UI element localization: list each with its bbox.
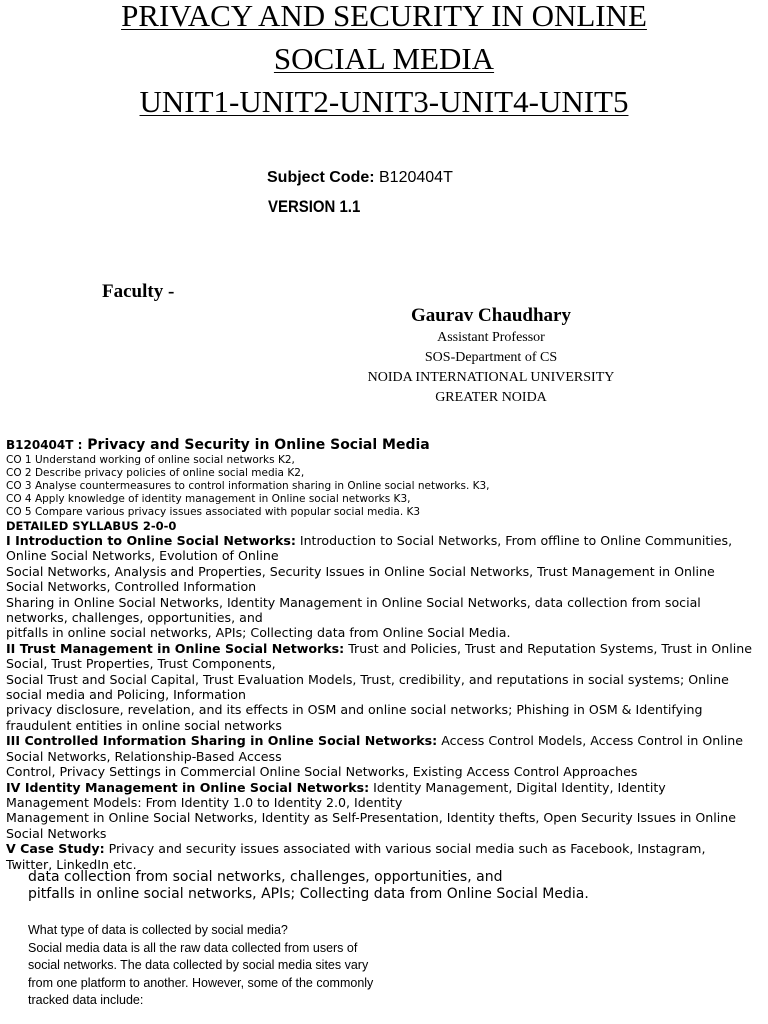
- course-outcome: CO 2 Describe privacy policies of online social media K2,: [6, 467, 305, 479]
- unit-text: privacy disclosure, revelation, and its effects in OSM and online social networks; Phishing in OSM & Identifying: [6, 702, 703, 718]
- excerpt-line: pitfalls in online social networks, APIs; Collecting data from Online Social Media.: [28, 886, 589, 902]
- question: What type of data is collected by social media?: [28, 923, 288, 937]
- unit-text: Twitter, LinkedIn etc.: [6, 856, 137, 872]
- unit-heading: II Trust Management in Online Social Networks:: [6, 640, 345, 656]
- title-line-1: PRIVACY AND SECURITY IN ONLINE: [121, 0, 647, 33]
- unit-text: pitfalls in online social networks, APIs; Collecting data from Online Social Media.: [6, 625, 511, 641]
- unit-text: Identity Management, Digital Identity, Identity: [369, 779, 666, 795]
- version-label: VERSION 1.1: [268, 197, 361, 216]
- unit-text: fraudulent entities in online social networks: [6, 717, 282, 733]
- title-line-3: UNIT1-UNIT2-UNIT3-UNIT4-UNIT5: [139, 84, 629, 119]
- unit-5: [6, 841, 768, 872]
- course-outcome: CO 1 Understand working of online social networks K2,: [6, 454, 295, 466]
- answer-line: social networks. The data collected by social media sites vary: [28, 958, 369, 973]
- faculty-department: SOS-Department of CS: [424, 350, 558, 365]
- unit-text: social media and Policing, Information: [6, 687, 246, 703]
- course-outcome: CO 5 Compare various privacy issues associated with popular social media. K3: [6, 506, 421, 518]
- unit-heading: III Controlled Information Sharing in Online Social Networks:: [6, 733, 438, 749]
- subject-code-label: Subject Code:: [267, 169, 375, 186]
- unit-text: Control, Privacy Settings in Commercial Online Social Networks, Existing Access Control Approaches: [6, 764, 638, 780]
- subject-code: [267, 168, 453, 188]
- title-line-2: SOCIAL MEDIA: [273, 41, 495, 76]
- faculty-info: [300, 304, 682, 408]
- unit-text: Social Networks, Analysis and Properties, Security Issues in Online Social Networks, Trust Management in Online: [6, 563, 715, 579]
- unit-text: Management Models: From Identity 1.0 to Identity 2.0, Identity: [6, 794, 403, 810]
- faculty-location: GREATER NOIDA: [435, 390, 547, 405]
- unit-2: [6, 641, 768, 733]
- unit-text: Sharing in Online Social Networks, Identity Management in Online Social Networks, data collection from social: [6, 594, 701, 610]
- answer-line: Social media data is all the raw data collected from users of: [28, 940, 358, 955]
- faculty-university: NOIDA INTERNATIONAL UNIVERSITY: [367, 370, 615, 385]
- syllabus-code: B120404T :: [6, 438, 83, 452]
- syllabus-title: [6, 436, 768, 454]
- excerpt-text: [28, 869, 768, 903]
- unit-3: [6, 733, 768, 779]
- course-outcome: CO 4 Apply knowledge of identity management in Online social networks K3,: [6, 493, 411, 505]
- unit-heading: IV Identity Management in Online Social Networks:: [6, 779, 370, 795]
- question-answer: [28, 922, 408, 1010]
- subject-code-value: B120404T: [374, 169, 453, 186]
- unit-text: Trust and Policies, Trust and Reputation Systems, Trust in Online: [344, 640, 753, 656]
- unit-text: Privacy and security issues associated with various social media such as Facebook, Instagram,: [104, 841, 706, 857]
- answer-line: tracked data include:: [28, 993, 144, 1008]
- syllabus-subject: Privacy and Security in Online Social Media: [82, 437, 430, 453]
- unit-text: Social Networks, Controlled Information: [6, 579, 257, 595]
- syllabus-section: [6, 436, 768, 872]
- unit-text: Introduction to Social Networks, From offline to Online Communities,: [295, 533, 733, 548]
- unit-text: Management in Online Social Networks, Identity as Self-Presentation, Identity thefts, Open Security Issues in Online: [6, 810, 736, 826]
- unit-text: networks, challenges, opportunities, and: [6, 610, 263, 626]
- unit-heading: V Case Study:: [6, 841, 105, 857]
- detailed-syllabus-heading: DETAILED SYLLABUS 2-0-0: [6, 519, 177, 533]
- faculty-designation: Assistant Professor: [437, 330, 545, 345]
- faculty-label: Faculty -: [102, 281, 175, 302]
- answer-line: from one platform to another. However, some of the commonly: [28, 975, 374, 990]
- unit-text: Social Networks, Relationship-Based Access: [6, 748, 282, 764]
- unit-heading: I Introduction to Online Social Networks:: [6, 533, 296, 548]
- unit-4: [6, 780, 768, 842]
- unit-1: [6, 533, 768, 641]
- faculty-name: Gaurav Chaudhary: [411, 305, 571, 326]
- unit-text: Access Control Models, Access Control in Online: [437, 733, 743, 749]
- unit-text: Social, Trust Properties, Trust Components,: [6, 656, 276, 672]
- unit-text: Online Social Networks, Evolution of Online: [6, 548, 279, 564]
- excerpt-line: data collection from social networks, challenges, opportunities, and: [28, 869, 503, 885]
- unit-text: Social Trust and Social Capital, Trust Evaluation Models, Trust, credibility, and reputations in social systems; Online: [6, 671, 729, 687]
- unit-text: Social Networks: [6, 825, 107, 841]
- document-title: [0, 0, 768, 123]
- course-outcome: CO 3 Analyse countermeasures to control information sharing in Online social networks. K3,: [6, 480, 490, 492]
